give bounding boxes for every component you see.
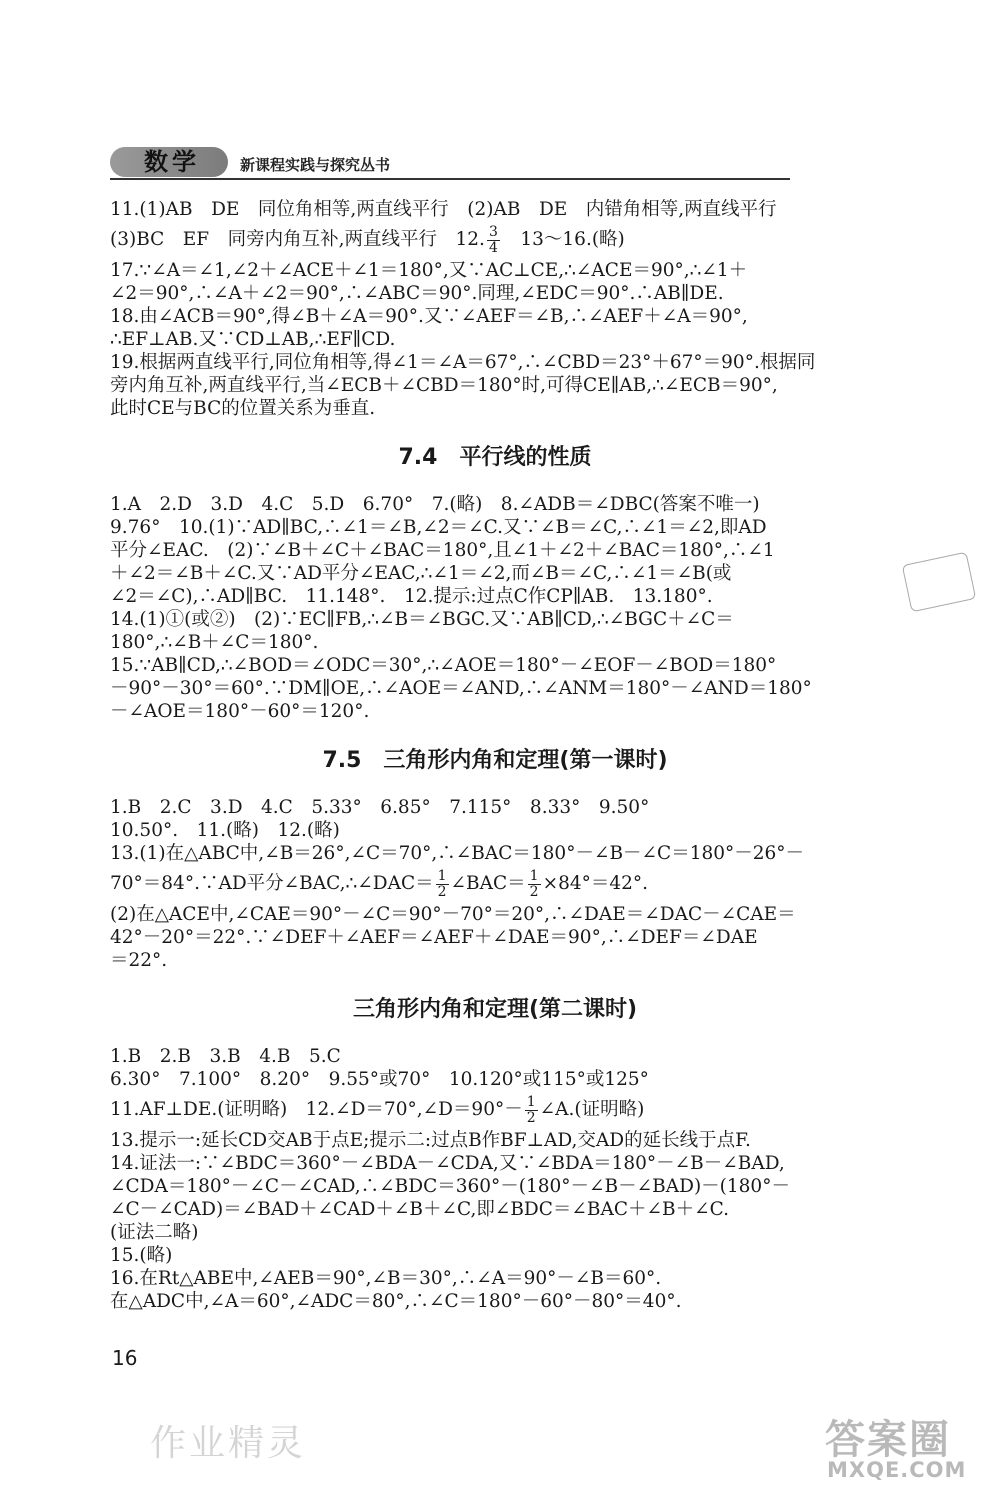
watermark-text: 作业精灵 xyxy=(150,1423,307,1464)
fraction xyxy=(436,869,449,900)
answer-line: 15.∵AB∥CD,∴∠BOD＝∠ODC＝30°,∴∠AOE＝180°－∠EOF－∠BOD＝180° xyxy=(110,655,777,676)
answer-line: 14.证法一:∵∠BDC＝360°－∠BDA－∠CDA,又∵∠BDA＝180°－∠B－∠BAD, xyxy=(110,1153,785,1174)
answer-line-with-fraction xyxy=(110,221,880,259)
answer-line: 13.提示一:延长CD交AB于点E;提示二:过点B作BF⊥AD,交AD的延长线于点F. xyxy=(110,1130,751,1151)
answer-line: 17.∵∠A＝∠1,∠2＋∠ACE＋∠1＝180°,又∵AC⊥CE,∴∠ACE＝90°,∴∠1＋ xyxy=(110,260,748,281)
fraction-numerator: 1 xyxy=(437,867,447,884)
site-logo xyxy=(825,1408,975,1484)
answer-line: 10.50°. 11.(略) 12.(略) xyxy=(110,820,340,841)
fraction-numerator: 3 xyxy=(488,223,498,240)
stamp-icon xyxy=(902,552,977,613)
text-segment: ×84°＝42°. xyxy=(542,873,649,894)
answer-line: ∴EF⊥AB.又∵CD⊥AB,∴EF∥CD. xyxy=(110,329,396,350)
logo-url-text: MXQE.COM xyxy=(827,1458,967,1482)
logo-main-text: 答案圈 xyxy=(825,1417,951,1463)
section-title-7-4: 7.4 平行线的性质 xyxy=(398,445,592,470)
page-header xyxy=(110,144,890,180)
answer-line: 平分∠EAC. (2)∵∠B＋∠C＋∠BAC＝180°,且∠1＋∠2＋∠BAC＝180°,∴∠1 xyxy=(110,540,775,561)
text-segment: 13～16.(略) xyxy=(501,229,625,250)
answer-line: ∠2＝∠C),∴AD∥BC. 11.148°. 12.提示:过点C作CP∥AB. 13.180°. xyxy=(110,586,713,607)
answer-line: ∠C－∠CAD)＝∠BAD＋∠CAD＋∠B＋∠C,即∠BDC＝∠BAC＋∠B＋∠C. xyxy=(110,1199,730,1220)
fraction-denominator: 2 xyxy=(529,883,539,900)
text-segment: ∠BAC＝ xyxy=(450,873,526,894)
answer-line: 19.根据两直线平行,同位角相等,得∠1＝∠A＝67°,∴∠CBD＝23°＋67°＝90°.根据同 xyxy=(110,352,816,373)
fraction-denominator: 4 xyxy=(488,239,498,256)
answer-line: 1.B 2.C 3.D 4.C 5.33° 6.85° 7.115° 8.33° 9.50° xyxy=(110,797,650,818)
page-number: 16 xyxy=(112,1346,138,1370)
section-title-triangle-2: 三角形内角和定理(第二课时) xyxy=(352,997,638,1022)
answer-line: －90°－30°＝60°.∵DM∥OE,∴∠AOE＝∠AND,∴∠ANM＝180°－∠AND＝180° xyxy=(110,678,812,699)
answer-line: 180°,∴∠B＋∠C＝180°. xyxy=(110,632,319,653)
fraction-numerator: 1 xyxy=(526,1093,536,1110)
header-divider xyxy=(110,178,790,180)
answer-line: ＋∠2＝∠B＋∠C.又∵AD平分∠EAC,∴∠1＝∠2,而∠B＝∠C,∴∠1＝∠B(或 xyxy=(110,563,732,584)
answer-line: 14.(1)①(或②) (2)∵EC∥FB,∴∠B＝∠BGC.又∵AB∥CD,∴∠BGC＋∠C＝ xyxy=(110,609,734,630)
answer-line: 18.由∠ACB＝90°,得∠B＋∠A＝90°.又∵∠AEF＝∠B,∴∠AEF＋∠A＝90°, xyxy=(110,306,748,327)
answer-line: ＝22°. xyxy=(110,950,168,971)
answer-line-with-fraction xyxy=(110,1091,880,1129)
answer-line: (证法二略) xyxy=(110,1222,199,1243)
answer-line-with-fraction xyxy=(110,865,880,903)
answer-line: 6.30° 7.100° 8.20° 9.55°或70° 10.120°或115°或125° xyxy=(110,1069,649,1090)
answer-line: 11.(1)AB DE 同位角相等,两直线平行 (2)AB DE 内错角相等,两直线平行 xyxy=(110,199,777,220)
answer-line: 在△ADC中,∠A＝60°,∠ADC＝80°,∴∠C＝180°－60°－80°＝40°. xyxy=(110,1291,682,1312)
text-segment: 11.AF⊥DE.(证明略) 12.∠D＝70°,∠D＝90°－ xyxy=(110,1099,523,1120)
subject-label: 数学 xyxy=(144,148,200,176)
answer-line: 1.B 2.B 3.B 4.B 5.C xyxy=(110,1046,341,1067)
answer-line: 9.76° 10.(1)∵AD∥BC,∴∠1＝∠B,∠2＝∠C.又∵∠B＝∠C,∴∠1＝∠2,即AD xyxy=(110,517,767,538)
fraction xyxy=(487,225,500,256)
answer-line: ∠CDA＝180°－∠C－∠CAD,∴∠BDC＝360°－(180°－∠B－∠BAD)－(180°－ xyxy=(110,1176,790,1197)
section-title-7-5: 7.5 三角形内角和定理(第一课时) xyxy=(322,748,668,773)
fraction xyxy=(525,1095,538,1126)
answer-line: －∠AOE＝180°－60°＝120°. xyxy=(110,701,370,722)
fraction-denominator: 2 xyxy=(526,1109,536,1126)
answer-line: 1.A 2.D 3.D 4.C 5.D 6.70° 7.(略) 8.∠ADB＝∠DBC(答案不唯一) xyxy=(110,494,760,515)
answer-line: 旁内角互补,两直线平行,当∠ECB＋∠CBD＝180°时,可得CE∥AB,∴∠ECB＝90°, xyxy=(110,375,778,396)
answer-content xyxy=(110,198,880,1313)
answer-line: 此时CE与BC的位置关系为垂直. xyxy=(110,398,376,419)
answer-line: 16.在Rt△ABE中,∠AEB＝90°,∠B＝30°,∴∠A＝90°－∠B＝60°. xyxy=(110,1268,662,1289)
fraction xyxy=(528,869,541,900)
answer-line: 15.(略) xyxy=(110,1245,173,1266)
text-segment: ∠A.(证明略) xyxy=(539,1099,645,1120)
answer-line: (2)在△ACE中,∠CAE＝90°－∠C＝90°－70°＝20°,∴∠DAE＝∠DAC－∠CAE＝ xyxy=(110,904,796,925)
answer-line: ∠2＝90°,∴∠A＋∠2＝90°,∴∠ABC＝90°.同理,∠EDC＝90°.∴AB∥DE. xyxy=(110,283,724,304)
fraction-numerator: 1 xyxy=(529,867,539,884)
answer-line: 13.(1)在△ABC中,∠B＝26°,∠C＝70°,∴∠BAC＝180°－∠B－∠C＝180°－26°－ xyxy=(110,843,805,864)
series-label: 新课程实践与探究丛书 xyxy=(240,156,391,174)
text-segment: 70°＝84°.∵AD平分∠BAC,∴∠DAC＝ xyxy=(110,873,434,894)
text-segment: (3)BC EF 同旁内角互补,两直线平行 12. xyxy=(110,229,485,250)
fraction-denominator: 2 xyxy=(437,883,447,900)
answer-line: 42°－20°＝22°.∵∠DEF＋∠AEF＝∠AEF＋∠DAE＝90°,∴∠DEF＝∠DAE xyxy=(110,927,758,948)
